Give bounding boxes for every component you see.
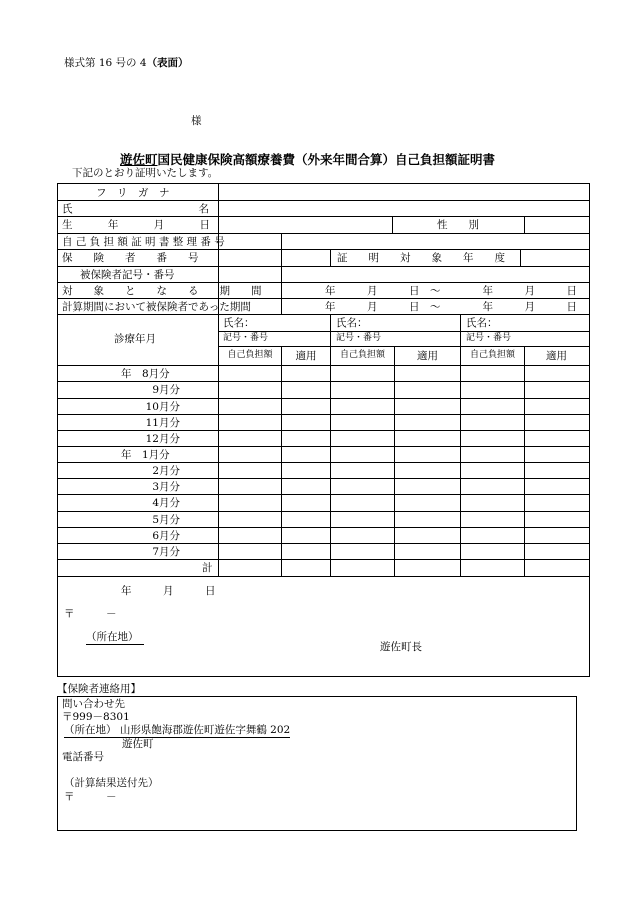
p1-amount-header: 自己負担額 (227, 350, 273, 360)
month-row-label: 4月分 (152, 497, 180, 509)
contact-address: 山形県飽海郡遊佐町遊佐字舞鶴 202 (119, 724, 291, 736)
contact-inquiry: 問い合わせ先 (62, 698, 125, 710)
p2-amount-header: 自己負担額 (339, 350, 385, 360)
birth-char-2: 年 (107, 219, 119, 231)
person-2-id: 記号・番号 (336, 333, 382, 343)
birth-char-4: 日 (199, 219, 210, 231)
p1-apply-header: 適用 (295, 350, 317, 362)
contact-postal: 〒999－8301 (62, 711, 130, 723)
contact-address-line (64, 725, 290, 738)
contact-heading: 【保険者連絡用】 (57, 683, 141, 695)
person-1-id: 記号・番号 (223, 333, 269, 343)
document-title (120, 150, 495, 168)
intro-text: 下記のとおり証明いたします。 (72, 167, 219, 179)
person-2-name: 氏名： (336, 317, 368, 329)
cert-postal: 〒 － (64, 608, 117, 620)
birthdate-label (62, 220, 210, 231)
insured-id-label: 被保険者記号・番号 (80, 269, 175, 281)
month-row-label: 11月分 (145, 417, 180, 429)
cert-year-label: 証 明 対 象 年 度 (337, 252, 505, 264)
month-row-label: 7月分 (152, 546, 180, 558)
month-row-label: 2月分 (152, 465, 180, 477)
person-1-name: 氏名： (223, 317, 255, 329)
total-label: 計 (202, 562, 213, 574)
name-label: 氏 名 (62, 203, 209, 215)
furigana-label: フ リ ガ ナ (96, 187, 170, 199)
month-row-label: 年 1月分 (121, 449, 170, 461)
form-side: （表面） (146, 57, 189, 69)
month-row-label: 12月分 (145, 433, 180, 445)
month-row-label: 10月分 (145, 401, 180, 413)
result-destination: （計算結果送付先） (64, 777, 159, 789)
month-row-label: 年 8月分 (121, 368, 170, 380)
insurer-number-label: 保 険 者 番 号 (62, 252, 199, 264)
person-3-name: 氏名： (466, 317, 498, 329)
contact-phone: 電話番号 (62, 751, 104, 763)
month-row-label: 9月分 (152, 384, 180, 396)
result-postal: 〒 － (64, 791, 117, 803)
cert-date: 年 月 日 (121, 585, 216, 597)
month-row-label: 6月分 (152, 530, 180, 542)
sex-label: 性 別 (437, 219, 479, 231)
title-municipality: 遊佐町 (120, 152, 158, 167)
p3-apply-header: 適用 (546, 350, 567, 362)
birth-char-3: 月 (153, 219, 165, 231)
month-row-label: 5月分 (152, 514, 180, 526)
period-label: 対 象 と な る 期 間 (62, 285, 262, 297)
form-number (64, 58, 189, 69)
period-value: 年 月 日 ～ 年 月 日 (325, 285, 577, 297)
person-3-id: 記号・番号 (466, 333, 512, 343)
birth-char-1: 生 (62, 219, 73, 231)
cert-issuer: 遊佐町長 (380, 641, 422, 653)
contact-office: 遊佐町 (122, 738, 154, 750)
month-header: 診療年月 (114, 333, 156, 345)
form-number-text: 様式第 16 号の 4 (64, 57, 147, 69)
addressee-suffix: 様 (191, 115, 202, 127)
cert-number-label: 自 己 負 担 額 証 明 書 整 理 番 号 (62, 236, 225, 248)
contact-location-label: （所在地） (64, 724, 117, 736)
cert-location-label: （所在地） (86, 632, 144, 645)
p2-apply-header: 適用 (417, 350, 438, 362)
month-row-label: 3月分 (152, 481, 180, 493)
insured-period-value: 年 月 日 ～ 年 月 日 (325, 301, 577, 313)
insured-period-label: 計算期間において被保険者であった期間 (62, 301, 251, 313)
p3-amount-header: 自己負担額 (469, 350, 515, 360)
title-text: 国民健康保険高額療養費（外来年間合算）自己負担額証明書 (157, 152, 496, 167)
contact-box (57, 696, 577, 831)
